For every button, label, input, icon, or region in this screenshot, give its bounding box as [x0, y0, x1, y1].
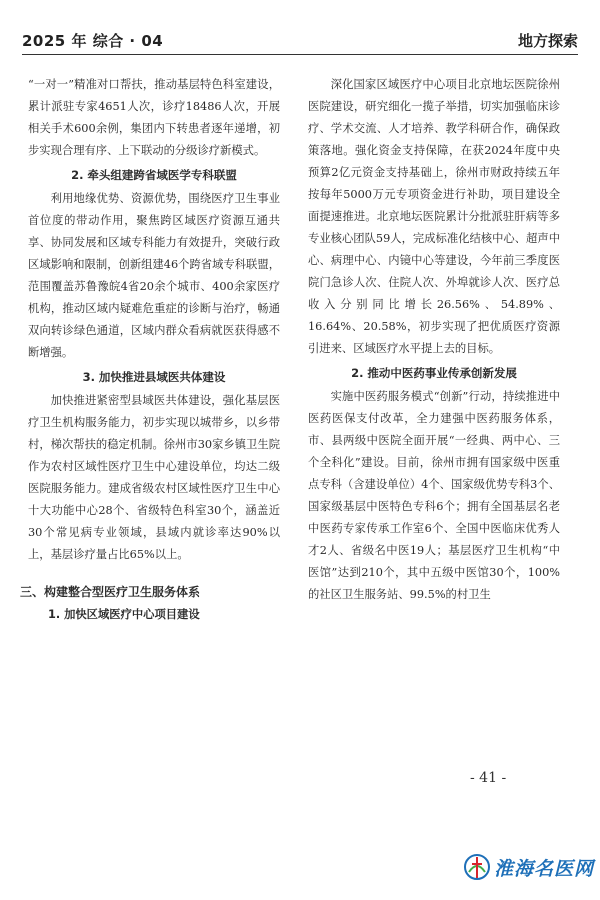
page-header [22, 30, 578, 50]
watermark-text: 淮海名医网 [494, 858, 595, 880]
subsection-heading: 2. 牵头组建跨省域医学专科联盟 [71, 168, 237, 182]
header-divider [22, 54, 578, 55]
subsection-heading: 1. 加快区域医疗中心项目建设 [48, 608, 200, 621]
paragraph: 加快推进紧密型县域医共体建设，强化基层医疗卫生机构服务能力，初步实现以城带乡，以乡带村，梯次帮扶的稳定机制。徐州市30家乡镇卫生院作为农村区域性医疗卫生中心建设单位，均达二级医院服务能力。建成省级农村区域性医疗卫生中心十大功能中心28个、省级特色科室30个，涵盖近30个常见病专业领域，县域内就诊率达90%以上，基层诊疗量占比65%以上。 [28, 394, 280, 561]
subsection-heading: 2. 推动中医药事业传承创新发展 [351, 366, 517, 380]
caduceus-globe-icon [462, 852, 492, 882]
subsection-heading: 3. 加快推进县域医共体建设 [82, 370, 226, 384]
section-heading: 三、构建整合型医疗卫生服务体系 [20, 585, 201, 599]
paragraph: 实施中医药服务模式“创新”行动，持续推进中医药医保支付改革，全力建强中医药服务体系，市、县两级中医院全面开展“一经典、两中心、三个全科化”建设。目前，徐州市拥有国家级中医重点专科（含建设单位）4个、国家级优势专科3个、国家级基层中医特色专科6个；拥有全国基层名老中医药专家传承工作室6个、全国中医临床优秀人才2人、省级名中医19人；基层医疗卫生机构“中医馆”达到210个，其中五级中医馆30个，100%的社区卫生服务站、99.5%的村卫生 [308, 390, 560, 601]
paragraph: 深化国家区域医疗中心项目北京地坛医院徐州医院建设，研究细化一揽子举措，切实加强临床诊疗、学术交流、人才培养、教学科研合作，确保政策落地。强化资金支持保障，在获2024年度中央预算2亿元资金支持基础上，徐州市财政持续五年按每年5000万元专项资金进行补助，项目建设全面提速推进。北京地坛医院累计分批派驻肝病等多专业核心团队59人，完成标准化结核中心、超声中心、病理中心、内镜中心等建设，今年前三季度医院门急诊人次、住院人次、外埠就诊人次、医疗总收入分别同比增长26.56%、54.89%、16.64%、20.58%，初步实现了把优质医疗资源引进来、区域医疗水平提上去的目标。 [308, 78, 560, 355]
watermark [462, 850, 596, 884]
paragraph: “一对一”精准对口帮扶，推动基层特色科室建设，累计派驻专家4651人次，诊疗18486人次，开展相关手术600余例，集团内下转患者逐年递增，初步实现合理有序、上下联动的分级诊疗新模式。 [28, 78, 280, 157]
issue-label: 2025 年 综合 · 04 [22, 32, 164, 50]
paragraph: 利用地缘优势、资源优势，围绕医疗卫生事业首位度的带动作用，聚焦跨区域医疗资源互通共享、协同发展和区域专科能力有效提升，突破行政区域影响和限制，创新组建46个跨省域专科联盟，范围覆盖苏鲁豫皖4省20余个城市、400余家医疗机构，推动区域内疑难危重症的诊断与治疗，畅通双向转诊绿色通道，区域内群众看病就医获得感不断增强。 [28, 192, 280, 359]
right-column [308, 74, 560, 606]
section-label: 地方探索 [517, 32, 578, 50]
left-column [20, 74, 280, 626]
page-number: - 41 - [470, 770, 507, 786]
